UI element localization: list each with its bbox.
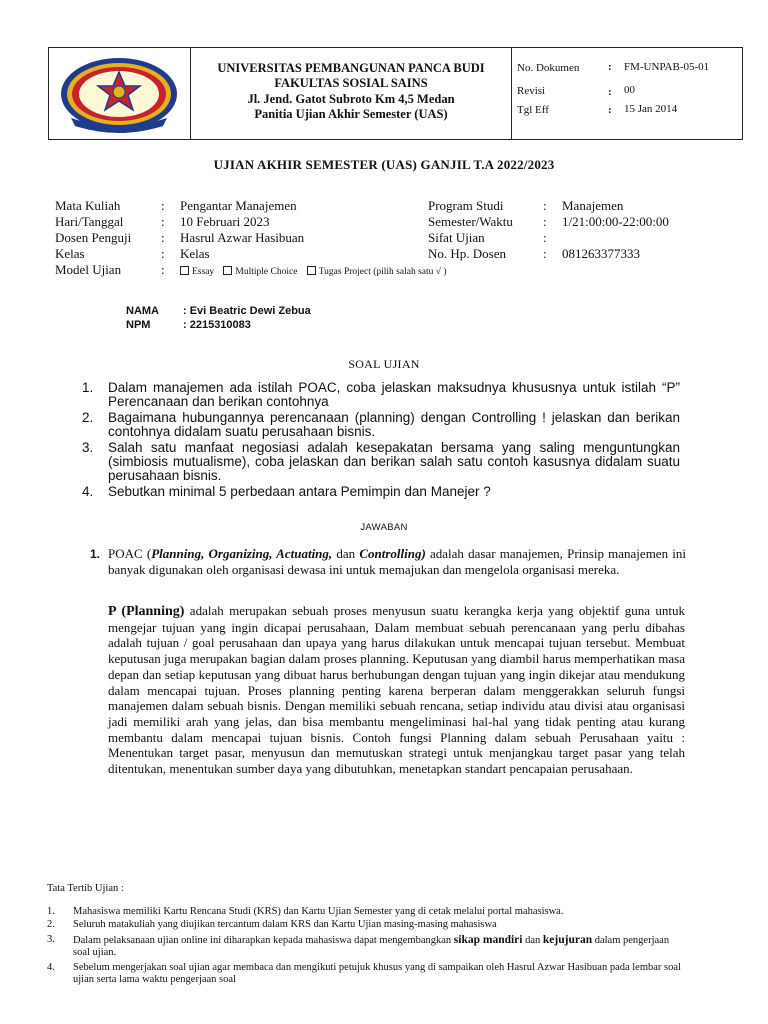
rule-number: 1.	[47, 906, 55, 917]
lecturer-phone-value: 081263377333	[562, 246, 640, 261]
exam-nature-label: Sifat Ujian	[428, 230, 485, 245]
exam-model-label: Model Ujian	[55, 262, 122, 277]
lecturer-phone-colon: :	[543, 246, 547, 261]
lecturer-label: Dosen Penguji	[55, 230, 132, 245]
answer-1-intro	[86, 546, 686, 578]
logo-cell	[49, 48, 191, 139]
student-name-label: NAMA	[126, 305, 159, 317]
question-number: 4.	[82, 484, 94, 499]
rule-item	[47, 962, 687, 986]
exam-nature-colon: :	[543, 230, 547, 245]
rule-text: Sebelum mengerjakan soal ujian agar membaca dan mengikuti petujuk khusus yang di sampaikan oleh Hasrul Azwar Hasibuan pada lembar soal ujian serta lama waktu pengerjaan soal	[73, 962, 681, 985]
essay-option-label: Essay	[192, 267, 215, 277]
rule-text: Mahasiswa memiliki Kartu Rencana Studi (KRS) dan Kartu Ujian Semester yang di cetak melalui portal mahasiswa.	[73, 906, 564, 917]
university-address: Jl. Jend. Gatot Subroto Km 4,5 Medan	[247, 92, 455, 106]
faculty-name: FAKULTAS SOSIAL SAINS	[274, 76, 428, 90]
lecturer-colon: :	[161, 230, 165, 245]
document-info-block	[512, 48, 742, 139]
essay-checkbox[interactable]	[180, 266, 189, 275]
rule-text	[73, 934, 687, 959]
answer-intro-text	[108, 546, 686, 578]
question-text: Sebutkan minimal 5 perbedaan antara Pemimpin dan Manejer ?	[108, 484, 491, 499]
question-text: Salah satu manfaat negosiasi adalah kesepakatan bersama yang saling menguntungkan (simbiosis mutualisme), coba jelaskan dan berikan salah satu contoh kasusnya didalam suatu perusahaan bisnis.	[108, 440, 680, 483]
question-list	[82, 381, 680, 501]
question-text: Dalam manajemen ada istilah POAC, coba jelaskan maksudnya khususnya untuk istilah “P” Perencanaan dan berikan contohnya	[108, 380, 680, 409]
answers-title: JAWABAN	[360, 522, 408, 533]
rule-number: 4.	[47, 962, 55, 973]
rule-text-part: Dalam pelaksanaan ujian online ini diharapkan kepada mahasiswa dapat mengembangkan	[73, 935, 454, 946]
study-program-colon: :	[543, 198, 547, 213]
question-item	[82, 485, 680, 499]
study-program-value: Manajemen	[562, 198, 624, 213]
project-checkbox[interactable]	[307, 266, 316, 275]
rule-bold-honesty: kejujuran	[542, 934, 593, 946]
rule-item	[47, 919, 687, 931]
revision-label: Revisi	[517, 85, 546, 97]
questions-title: SOAL UJIAN	[348, 357, 420, 371]
multiple-choice-option-label: Multiple Choice	[235, 267, 298, 277]
rule-number: 2.	[47, 919, 55, 930]
institution-block	[191, 48, 512, 139]
doc-number-value: FM-UNPAB-05-01	[624, 61, 710, 73]
semester-time-colon: :	[543, 214, 547, 229]
rule-number: 3.	[47, 934, 55, 945]
multiple-choice-checkbox[interactable]	[223, 266, 232, 275]
question-item	[82, 441, 680, 483]
class-value: Kelas	[180, 246, 210, 261]
exam-title: UJIAN AKHIR SEMESTER (UAS) GANJIL T.A 2022/2023	[213, 157, 555, 172]
rule-text-part: dan	[522, 935, 543, 946]
document-header	[48, 47, 743, 140]
rule-bold-independent: sikap mandiri	[453, 934, 523, 946]
class-colon: :	[161, 246, 165, 261]
planning-text: adalah merupakan sebuah proses menyusun suatu kerangka kerja yang objektif guna untuk mengejar tujuan yang ingin dicapai perusahaan, Dalam membuat sebuah perencanaan yang perlu dibahas adalah tujuan / goal perusahaan dan upaya yang harus dilakukan untuk mencapai tujuan tersebut. Membuat keputusan juga merupakan bagian dalam proses planning. Keputusan yang diambil harus memperhatikan masa depan dan setiap keputusan yang dibuat harus berhubungan dengan tujuan yang ingin dikejar atau mendukung dalam mencapai tujuan. Proses planning penting karena berperan dalam menggerakkan seluruh fungsi manajemen dalam sebuah bisnis. Dengan memiliki sebuah rencana, setiap individu atau divisi atau organisasi jadi memiliki arah yang jelas, dan bisa membantu mengeliminasi hal-hal yang tidak penting atau kurang membantu dalam mencapai tujuan bisnis. Contoh fungsi Planning dalam sebuah Perusahaan yaitu : Menentukan target pasar, menyusun dan memutuskan strategi untuk menjangkau target pasar yang telah ditentukan, menentukan sumber daya yang dibutuhkan, menetapkan standart pencapaian perusahaan.	[108, 603, 685, 777]
exam-model-options	[180, 262, 453, 280]
question-item	[82, 381, 680, 409]
university-name: UNIVERSITAS PEMBANGUNAN PANCA BUDI	[217, 61, 485, 75]
intro-bold-controlling: Controlling)	[359, 546, 426, 561]
course-label: Mata Kuliah	[55, 198, 121, 213]
committee-name: Panitia Ujian Akhir Semester (UAS)	[254, 107, 448, 121]
semester-time-label: Semester/Waktu	[428, 214, 513, 229]
revision-colon: :	[608, 86, 612, 98]
question-text: Bagaimana hubungannya perencanaan (planning) dengan Controlling ! jelaskan dan berikan contohnya didalam suatu perusahaan bisnis.	[108, 410, 680, 439]
course-colon: :	[161, 198, 165, 213]
question-number: 3.	[82, 440, 94, 455]
effective-date-label: Tgl Eff	[517, 104, 549, 116]
study-program-label: Program Studi	[428, 198, 504, 213]
student-npm-value: : 2215310083	[183, 319, 251, 331]
class-label: Kelas	[55, 246, 85, 261]
rule-text-part: dalam pengerjaan soal ujian.	[73, 935, 670, 958]
date-colon: :	[161, 214, 165, 229]
question-number: 1.	[82, 380, 94, 395]
effective-date-colon: :	[608, 104, 612, 116]
lecturer-phone-label: No. Hp. Dosen	[428, 246, 506, 261]
student-npm-label: NPM	[126, 319, 151, 331]
intro-bold-terms: Planning, Organizing, Actuating,	[151, 546, 333, 561]
rule-item	[47, 906, 687, 918]
university-logo	[49, 48, 190, 139]
student-name-value: : Evi Beatric Dewi Zebua	[183, 305, 311, 317]
rules-title: Tata Tertib Ujian :	[47, 883, 124, 894]
question-item	[82, 411, 680, 439]
planning-heading: P (Planning)	[108, 604, 185, 619]
date-value: 10 Februari 2023	[180, 214, 270, 229]
rule-item	[47, 934, 687, 959]
intro-rest: adalah dasar manajemen, Prinsip manajemen ini banyak digunakan oleh organisasi dewasa ini untuk memajukan dan mengelola organisasi mereka.	[108, 546, 686, 577]
date-label: Hari/Tanggal	[55, 214, 124, 229]
answer-number: 1.	[90, 547, 101, 561]
effective-date-value: 15 Jan 2014	[624, 103, 678, 115]
intro-part: dan	[332, 546, 360, 561]
semester-time-value: 1/21:00:00-22:00:00	[562, 214, 669, 229]
lecturer-value: Hasrul Azwar Hasibuan	[180, 230, 305, 245]
planning-paragraph	[108, 603, 685, 777]
course-value: Pengantar Manajemen	[180, 198, 297, 213]
rule-text: Seluruh matakuliah yang diujikan tercantum dalam KRS dan Kartu Ujian masing-masing mahasiswa	[73, 919, 497, 930]
exam-model-colon: :	[161, 262, 165, 277]
revision-value: 00	[624, 84, 635, 96]
project-option-label: Tugas Project (pilih salah satu √ )	[318, 267, 447, 277]
doc-number-colon: :	[608, 61, 612, 73]
question-number: 2.	[82, 410, 94, 425]
doc-number-label: No. Dokumen	[517, 62, 580, 74]
intro-part: POAC (	[108, 546, 152, 561]
